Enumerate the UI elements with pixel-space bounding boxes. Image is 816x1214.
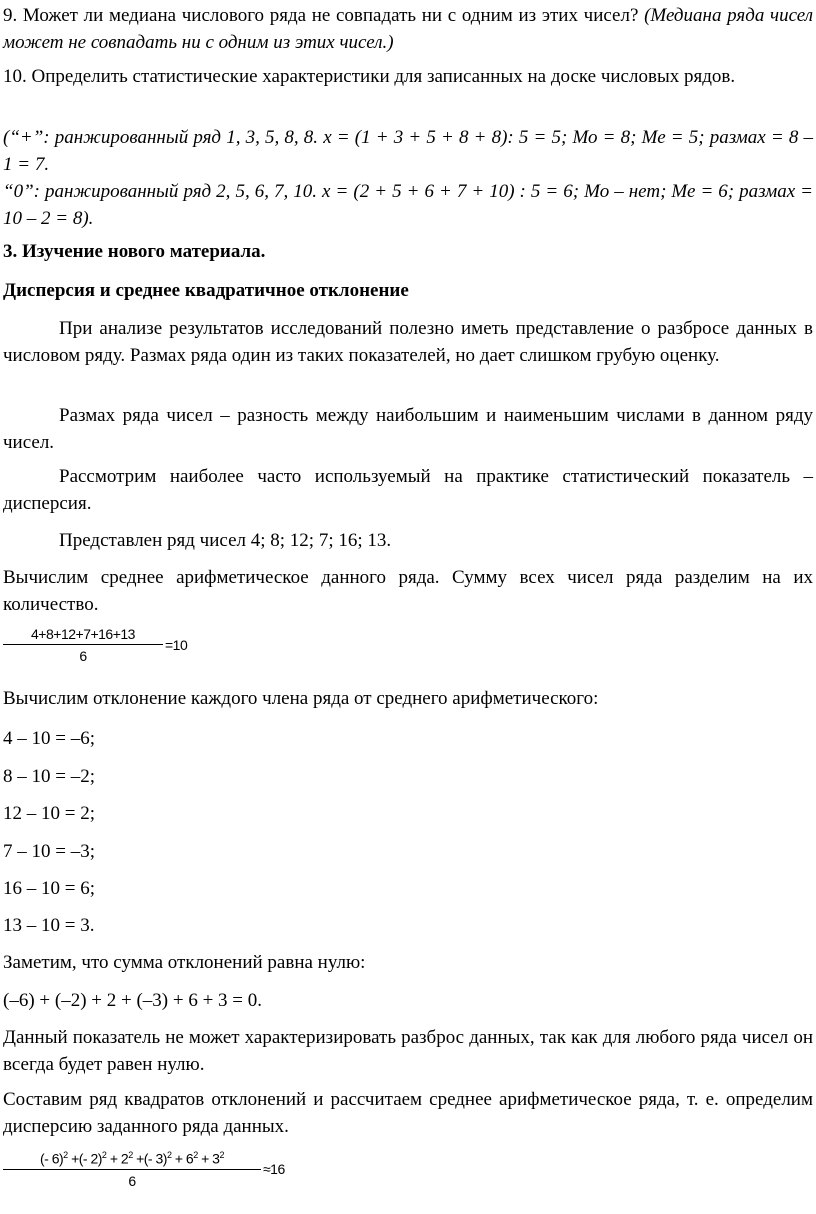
deviation-line: 8 – 10 = –2; — [3, 766, 95, 787]
paragraph-range-definition: Размах ряда чисел – разность между наибольшим и наименьшим числами в данном ряду чисел. — [3, 405, 813, 453]
paragraph-squares: Составим ряд квадратов отклонений и рассчитаем среднее арифметическое ряда, т. е. определим дисперсию заданного ряда данных. — [3, 1089, 813, 1137]
answer-zero-row: “0”: ранжированный ряд 2, 5, 6, 7, 10. x = (2 + 5 + 6 + 7 + 10) : 5 = 6; Мо – нет; Ме = 6; размах = 10 – 2 = 8). — [3, 181, 813, 229]
deviation-line: 16 – 10 = 6; — [3, 878, 95, 899]
sum-line: (–6) + (–2) + 2 + (–3) + 6 + 3 = 0. — [3, 990, 263, 1011]
question-9 — [3, 2, 813, 56]
paragraph-range-intro: При анализе результатов исследований полезно иметь представление о разбросе данных в числовом ряду. Размах ряда один из таких показателей, но дает слишком грубую оценку. — [3, 318, 813, 366]
question-9-answer: (Медиана ряда чисел может не совпадать ни с одним из этих чисел.) — [3, 5, 813, 53]
paragraph-mean: Вычислим среднее арифметическое данного ряда. Сумму всех чисел ряда разделим на их количество. — [3, 567, 813, 615]
subheading: Дисперсия и среднее квадратичное отклонение — [3, 280, 409, 301]
paragraph-dispersion-intro: Рассмотрим наиболее часто используемый на практике статистический показатель – дисперсия. — [3, 466, 813, 514]
deviation-line: 12 – 10 = 2; — [3, 803, 95, 824]
question-10: 10. Определить статистические характеристики для записанных на доске числовых рядов. — [3, 66, 736, 87]
mean-formula-numerator: 4+8+12+7+16+13 — [31, 626, 135, 642]
paragraph-number-series: Представлен ряд чисел 4; 8; 12; 7; 16; 13. — [59, 530, 392, 551]
variance-formula-numerator: (- 6)$^2$ +(- $2)^2 + 2^2$ +(- $3)^2 + 6^2 + 3^2$ — [40, 1150, 224, 1167]
answer-plus-row: (“+”: ранжированный ряд 1, 3, 5, 8, 8. x = (1 + 3 + 5 + 8 + 8): 5 = 5; Мо = 8; Ме = 5; размах = 8 – 1 = 7. — [3, 127, 813, 175]
paragraph-deviation: Вычислим отклонение каждого члена ряда от среднего арифметического: — [3, 688, 599, 709]
mean-formula-result: =10 — [165, 637, 188, 653]
deviation-line: 13 – 10 = 3. — [3, 915, 95, 936]
paragraph-sum-zero: Заметим, что сумма отклонений равна нулю: — [3, 952, 366, 973]
paragraph-conclusion: Данный показатель не может характеризировать разброс данных, так как для любого ряда чисел он всегда будет равен нулю. — [3, 1027, 813, 1075]
deviation-line: 7 – 10 = –3; — [3, 841, 95, 862]
variance-formula-denominator: 6 — [128, 1172, 136, 1189]
mean-formula — [3, 626, 187, 664]
question-9-text: 9. Может ли медиана числового ряда не совпадать ни с одним из этих чисел? — [3, 5, 639, 26]
mean-formula-denominator: 6 — [79, 648, 87, 664]
deviation-line: 4 – 10 = –6; — [3, 728, 95, 749]
section-heading: 3. Изучение нового материала. — [3, 241, 266, 262]
variance-formula — [3, 1150, 285, 1189]
variance-formula-result: ≈16 — [263, 1161, 285, 1178]
